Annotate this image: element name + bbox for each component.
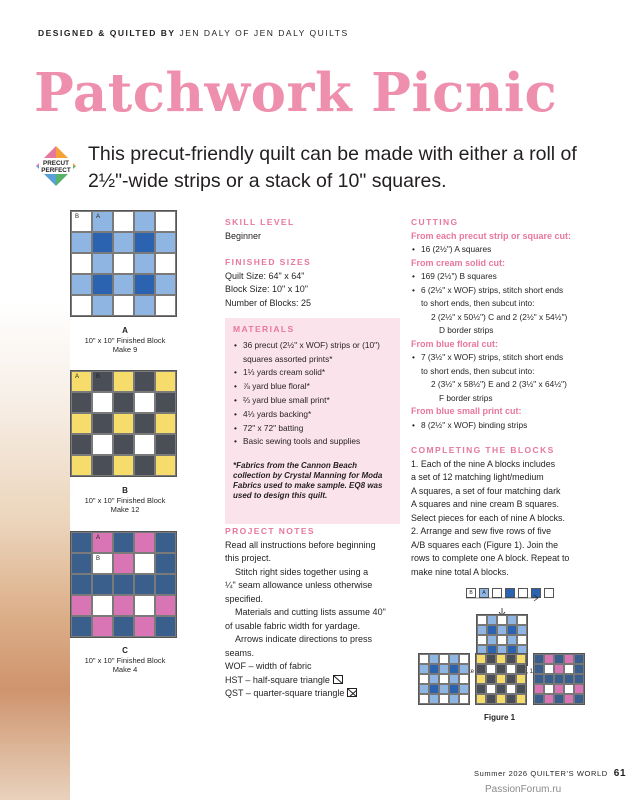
finished-heading: FINISHED SIZES xyxy=(225,257,312,267)
quilt-square xyxy=(134,574,155,595)
quilt-square xyxy=(517,625,527,635)
quilt-square xyxy=(71,616,92,637)
quilt-square xyxy=(71,274,92,295)
quilt-square xyxy=(534,664,544,674)
materials-heading: MATERIALS xyxy=(233,324,295,334)
quilt-square xyxy=(134,616,155,637)
quilt-square xyxy=(134,532,155,553)
notes-line: Stitch right sides together using a xyxy=(235,566,369,577)
quilt-square xyxy=(459,654,469,664)
quilt-square xyxy=(155,232,176,253)
quilt-square xyxy=(544,654,554,664)
materials-item: • 1⅓ yards cream solid* xyxy=(233,366,395,380)
skill-section xyxy=(225,216,405,243)
quilt-square xyxy=(476,684,486,694)
quilt-square xyxy=(439,684,449,694)
notes-line: specified. xyxy=(225,593,264,604)
quilt-square xyxy=(507,625,517,635)
quilt-square xyxy=(564,664,574,674)
quilt-square xyxy=(113,553,134,574)
completing-line: 2. Arrange and sew five rows of five xyxy=(411,526,552,536)
quilt-square xyxy=(459,674,469,684)
quilt-square xyxy=(486,684,496,694)
quilt-square xyxy=(476,694,486,704)
completing-line: rows to complete one A block. Repeat to xyxy=(411,553,570,563)
quilt-square xyxy=(92,295,113,316)
quilt-square xyxy=(496,664,506,674)
quilt-square xyxy=(574,654,584,664)
quilt-square xyxy=(134,253,155,274)
project-notes-section xyxy=(225,525,405,701)
quilt-square xyxy=(155,413,176,434)
quilt-square xyxy=(419,664,429,674)
quilt-square xyxy=(516,664,526,674)
page-number: 61 xyxy=(613,768,627,779)
quilt-square xyxy=(71,295,92,316)
quilt-square xyxy=(155,574,176,595)
quilt-square xyxy=(71,574,92,595)
quilt-square xyxy=(517,635,527,645)
cutting-item: 2 (2½" x 50½") C and 2 (2½" x 54½") xyxy=(431,311,568,322)
quilt-square xyxy=(134,274,155,295)
quilt-square xyxy=(113,295,134,316)
materials-item: • 4⅓ yards backing* xyxy=(233,408,395,422)
quilt-square xyxy=(476,674,486,684)
byline-label: DESIGNED & QUILTED BY xyxy=(38,28,176,38)
quilt-square xyxy=(574,684,584,694)
notes-line: Arrows indicate directions to press xyxy=(235,634,373,644)
quilt-square xyxy=(496,674,506,684)
figure-caption: Figure 1 xyxy=(484,713,516,722)
quilt-square: A xyxy=(92,211,113,232)
quilt-square xyxy=(92,616,113,637)
quilt-square xyxy=(497,635,507,645)
figure-make-note: 12 xyxy=(529,669,537,675)
quilt-square xyxy=(134,434,155,455)
materials-item: • 36 precut (2½" x WOF) strips or (10") xyxy=(233,339,395,353)
quilt-square xyxy=(574,674,584,684)
quilt-square xyxy=(459,664,469,674)
notes-line: Materials and cutting lists assume 40" xyxy=(235,607,386,617)
cutting-item: to short ends, then subcut into: xyxy=(421,298,535,308)
quilt-square xyxy=(554,654,564,664)
completing-line: A/B squares each (Figure 1). Join the xyxy=(411,539,559,550)
cutting-item: F border strips xyxy=(439,392,493,403)
quilt-square xyxy=(71,553,92,574)
quilt-square xyxy=(516,684,526,694)
quilt-square xyxy=(554,674,564,684)
completing-line: A squares, a set of four matching dark xyxy=(411,485,561,496)
quilt-square xyxy=(155,455,176,476)
quilt-square xyxy=(113,616,134,637)
quilt-square xyxy=(477,635,487,645)
finished-quilt: Quilt Size: 64" x 64" xyxy=(225,270,305,281)
block-c-diagram xyxy=(70,531,177,638)
qst-icon xyxy=(347,688,357,697)
quilt-square xyxy=(71,532,92,553)
notes-line: seams. xyxy=(225,647,255,658)
quilt-square xyxy=(92,455,113,476)
materials-item: • Basic sewing tools and supplies xyxy=(233,435,395,449)
quilt-square xyxy=(155,274,176,295)
quilt-square xyxy=(92,595,113,616)
quilt-square xyxy=(449,684,459,694)
quilt-square xyxy=(134,553,155,574)
block-b-caption xyxy=(45,486,205,515)
quilt-square xyxy=(92,274,113,295)
quilt-square xyxy=(134,232,155,253)
quilt-square xyxy=(477,625,487,635)
notes-line: WOF – width of fabric xyxy=(225,661,312,671)
quilt-square xyxy=(476,664,486,674)
quilt-square xyxy=(71,392,92,413)
quilt-square xyxy=(534,674,544,684)
figure-piece: A xyxy=(479,588,489,598)
quilt-square xyxy=(476,654,486,664)
quilt-square xyxy=(92,413,113,434)
quilt-square: B xyxy=(71,211,92,232)
quilt-square xyxy=(439,674,449,684)
quilt-square: B xyxy=(92,553,113,574)
quilt-square xyxy=(155,616,176,637)
quilt-square xyxy=(134,413,155,434)
hst-icon xyxy=(333,675,343,684)
quilt-square xyxy=(507,615,517,625)
quilt-square xyxy=(496,694,506,704)
quilt-square xyxy=(113,434,134,455)
quilt-square xyxy=(92,392,113,413)
quilt-square xyxy=(506,664,516,674)
quilt-square xyxy=(459,694,469,704)
quilt-square xyxy=(574,664,584,674)
block-c-caption xyxy=(45,646,205,675)
badge-line1: PRECUT xyxy=(43,160,69,167)
quilt-square xyxy=(554,684,564,694)
figure-block-a-sample xyxy=(418,653,470,705)
finished-count: Number of Blocks: 25 xyxy=(225,297,312,308)
quilt-square xyxy=(564,654,574,664)
quilt-square xyxy=(92,434,113,455)
notes-line: ¼" seam allowance unless otherwise xyxy=(225,580,373,590)
badge-line2: PERFECT xyxy=(41,167,71,174)
quilt-square xyxy=(487,635,497,645)
byline xyxy=(38,28,349,38)
completing-line: A squares and nine cream B squares. xyxy=(411,499,560,509)
quilt-square: B xyxy=(92,371,113,392)
quilt-square xyxy=(487,625,497,635)
quilt-square xyxy=(113,455,134,476)
block-b-make: Make 12 xyxy=(110,505,140,514)
block-c-size: 10" x 10" Finished Block xyxy=(84,655,166,665)
subtitle: This precut-friendly quilt can be made with either a roll of 2½"-wide strips or a stack of 10" squares. xyxy=(88,143,577,192)
background-photo-decoration xyxy=(0,300,70,800)
quilt-square xyxy=(439,694,449,704)
quilt-square xyxy=(449,694,459,704)
block-b-letter: B xyxy=(122,486,128,495)
quilt-square xyxy=(544,684,554,694)
quilt-square xyxy=(429,684,439,694)
quilt-square xyxy=(419,674,429,684)
quilt-square xyxy=(516,674,526,684)
figure-piece xyxy=(544,588,554,598)
figure-block-c-sample xyxy=(533,653,585,705)
quilt-square xyxy=(71,413,92,434)
quilt-square xyxy=(477,615,487,625)
quilt-square xyxy=(155,253,176,274)
quilt-square xyxy=(506,674,516,684)
block-b-size: 10" x 10" Finished Block xyxy=(84,495,166,505)
cutting-subheading: From each precut strip or square cut: xyxy=(411,230,572,241)
quilt-square xyxy=(516,694,526,704)
figure-arrows xyxy=(462,594,542,616)
quilt-square xyxy=(419,694,429,704)
project-notes-heading: PROJECT NOTES xyxy=(225,526,315,536)
skill-value: Beginner xyxy=(225,230,262,241)
cutting-subheading: From blue small print cut: xyxy=(411,406,522,416)
quilt-square xyxy=(113,274,134,295)
quilt-square xyxy=(429,664,439,674)
footer-issue: Summer 2026 QUILTER'S WORLD xyxy=(474,769,608,778)
quilt-square xyxy=(564,694,574,704)
skill-heading: SKILL LEVEL xyxy=(225,217,295,227)
block-a-size: 10" x 10" Finished Block xyxy=(84,335,166,345)
hst-text: HST – half-square triangle xyxy=(225,674,330,685)
quilt-square xyxy=(449,654,459,664)
quilt-square xyxy=(134,371,155,392)
quilt-square xyxy=(496,654,506,664)
quilt-square xyxy=(71,434,92,455)
quilt-square xyxy=(155,595,176,616)
quilt-square xyxy=(429,674,439,684)
quilt-square: A xyxy=(71,371,92,392)
quilt-square xyxy=(486,654,496,664)
quilt-square xyxy=(516,654,526,664)
quilt-square xyxy=(134,455,155,476)
quilt-square xyxy=(155,295,176,316)
quilt-square xyxy=(419,654,429,664)
quilt-square xyxy=(506,684,516,694)
quilt-square xyxy=(71,595,92,616)
quilt-square xyxy=(92,232,113,253)
quilt-square xyxy=(419,684,429,694)
cutting-subheading: From cream solid cut: xyxy=(411,257,506,268)
quilt-square xyxy=(155,532,176,553)
quilt-square xyxy=(113,532,134,553)
quilt-square xyxy=(449,674,459,684)
quilt-square xyxy=(497,615,507,625)
quilt-square xyxy=(113,232,134,253)
notes-line xyxy=(225,674,405,688)
cutting-item: • 8 (2½" x WOF) binding strips xyxy=(411,419,621,433)
quilt-square xyxy=(92,253,113,274)
quilt-square xyxy=(71,232,92,253)
cutting-item: D border strips xyxy=(439,325,494,335)
completing-line: a set of 12 matching light/medium xyxy=(411,472,544,482)
quilt-square xyxy=(429,694,439,704)
quilt-square xyxy=(534,654,544,664)
quilt-square xyxy=(429,654,439,664)
quilt-square xyxy=(155,553,176,574)
quilt-square xyxy=(517,615,527,625)
cutting-item: • 6 (2½" x WOF) strips, stitch short ends xyxy=(411,284,621,298)
completing-line: make nine total A blocks. xyxy=(411,566,509,577)
quilt-square xyxy=(574,694,584,704)
completing-line: Select pieces for each of nine A blocks. xyxy=(411,512,565,523)
cutting-subheading: From blue floral cut: xyxy=(411,338,499,349)
quilt-square xyxy=(155,392,176,413)
qst-text: QST – quarter-square triangle xyxy=(225,688,345,698)
byline-designer: JEN DALY OF JEN DALY QUILTS xyxy=(179,28,349,38)
quilt-square xyxy=(113,595,134,616)
quilt-square xyxy=(113,413,134,434)
quilt-square xyxy=(134,211,155,232)
cutting-item: • 169 (2½") B squares xyxy=(411,270,621,284)
cutting-item: to short ends, then subcut into: xyxy=(421,365,535,376)
materials-item: • ⅔ yard blue small print* xyxy=(233,394,395,408)
figure-piece: B xyxy=(466,588,476,598)
block-a-caption xyxy=(45,326,205,355)
completing-line: 1. Each of the nine A blocks includes xyxy=(411,458,556,469)
cutting-item: • 16 (2½") A squares xyxy=(411,243,621,257)
notes-line: Read all instructions before beginning xyxy=(225,539,376,550)
watermark: PassionForum.ru xyxy=(485,784,562,795)
quilt-square xyxy=(486,664,496,674)
quilt-square xyxy=(155,211,176,232)
finished-block: Block Size: 10" x 10" xyxy=(225,284,308,294)
materials-item: • 72" x 72" batting xyxy=(233,422,395,436)
finished-sizes-section xyxy=(225,256,405,310)
materials-note: *Fabrics from the Cannon Beach collection by Crystal Manning for Moda Fabrics used to make sample. EQ8 was used to design this quilt. xyxy=(233,461,383,501)
quilt-square xyxy=(113,253,134,274)
quilt-square xyxy=(92,574,113,595)
quilt-square xyxy=(134,295,155,316)
quilt-square xyxy=(439,664,449,674)
precut-perfect-badge-icon xyxy=(36,146,76,186)
materials-item: squares assorted prints* xyxy=(243,353,333,364)
quilt-square xyxy=(507,635,517,645)
quilt-square xyxy=(534,694,544,704)
quilt-square: A xyxy=(92,532,113,553)
quilt-square xyxy=(113,392,134,413)
page-footer xyxy=(474,768,626,779)
quilt-square xyxy=(155,371,176,392)
quilt-square xyxy=(486,694,496,704)
cutting-item: • 7 (3½" x WOF) strips, stitch short ends xyxy=(411,351,621,365)
quilt-square xyxy=(554,664,564,674)
cutting-item: 2 (3½" x 58½") E and 2 (3½" x 64½") xyxy=(431,379,567,389)
notes-line: of usable fabric width for yardage. xyxy=(225,620,361,631)
quilt-square xyxy=(506,694,516,704)
quilt-square xyxy=(554,694,564,704)
notes-line: this project. xyxy=(225,553,272,563)
quilt-square xyxy=(506,654,516,664)
completing-section xyxy=(411,444,621,579)
quilt-square xyxy=(544,664,554,674)
cutting-heading: CUTTING xyxy=(411,217,459,227)
quilt-square xyxy=(564,674,574,684)
block-a-make: Make 9 xyxy=(112,345,138,354)
quilt-square xyxy=(134,392,155,413)
figure-block-b-sample xyxy=(475,653,527,705)
quilt-square xyxy=(496,684,506,694)
quilt-square xyxy=(113,574,134,595)
quilt-square xyxy=(459,684,469,694)
quilt-square xyxy=(113,371,134,392)
quilt-square xyxy=(486,674,496,684)
quilt-square xyxy=(71,455,92,476)
quilt-square xyxy=(497,625,507,635)
materials-section xyxy=(233,323,395,501)
quilt-square xyxy=(439,654,449,664)
quilt-square xyxy=(487,615,497,625)
materials-item: • ⅞ yard blue floral* xyxy=(233,380,395,394)
quilt-square xyxy=(544,694,554,704)
block-c-make: Make 4 xyxy=(112,665,138,674)
cutting-section xyxy=(411,216,621,432)
quilt-square xyxy=(544,674,554,684)
quilt-square xyxy=(449,664,459,674)
quilt-square xyxy=(134,595,155,616)
block-a-diagram xyxy=(70,210,177,317)
quilt-square xyxy=(113,211,134,232)
completing-heading: COMPLETING THE BLOCKS xyxy=(411,445,555,455)
block-a-letter: A xyxy=(122,326,128,335)
quilt-square xyxy=(534,684,544,694)
page-title: Patchwork Picnic xyxy=(34,62,558,124)
quilt-square xyxy=(155,434,176,455)
quilt-square xyxy=(71,253,92,274)
block-c-letter: C xyxy=(122,646,128,655)
quilt-square xyxy=(564,684,574,694)
notes-line xyxy=(225,687,405,701)
block-b-diagram xyxy=(70,370,177,477)
